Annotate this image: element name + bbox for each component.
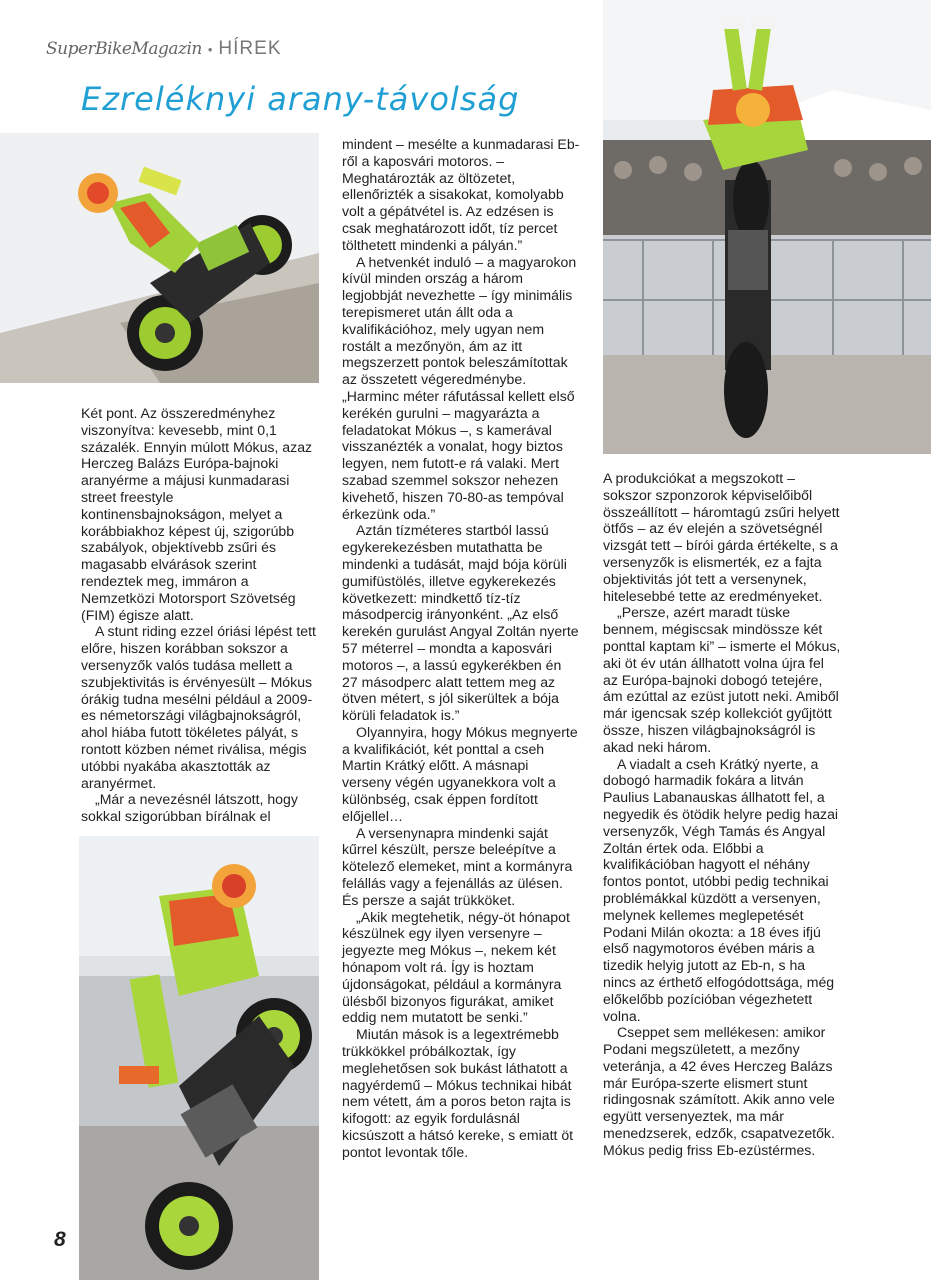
paragraph: A produkciókat a megszokott – sokszor szponzorok képviselőiből összeállított – háromtagú zsűri helyett ötfős – az év elején a szövetségnél vizsgát tett – bírói gárda értékelte, s a versenyzők is elismerték, ez a fajta objektivitás jót tett a versenynek, hitelesebbé tette az eredményeket. [603,470,840,604]
paragraph: A stunt riding ezzel óriási lépést tett előre, hiszen korábban sokszor a versenyzők valós tudása mellett a szubjektivitás is érvényesült – Mókus órákig tudna mesélni például a 2009-es németországi világbajnokságról, ahol hiába futott tökéletes pályát, s rontott közben német riválisa, mégis utóbbi nyakába akasztották az aranyérmet. [81,623,316,791]
paragraph: „Akik megtehetik, négy-öt hónapot készülnek egy ilyen versenyre – jegyezte meg Mókus –, nekem két hónapom volt rá. Így is hoztam újdonságokat, például a kormányra ülésből bizonyos figurákat, amiket eddig nem mutatott be senki.” [342,908,570,1026]
brand-logo: SuperBikeMagazin [46,39,202,59]
magazine-header [46,34,282,64]
paragraph: A versenynapra mindenki saját kűrrel készült, persze beleépítve a kötelező elemeket, mint a kormányra felállás vagy a fejenállás az ülésen. És persze a saját trükköket. [342,824,573,908]
paragraph: „Persze, azért maradt tüske bennem, mégiscsak mindössze két ponttal kaptam ki” – ismerte el Mókus, aki öt év után állhatott volna újra fel az Európa-bajnoki dobogó tetejére, ám ezúttal az ezüst jutott neki. Amiből már igencsak szép kollekciót gyűjtött össze, hiszen világbajnokságról is akad neki három. [603,604,841,755]
paragraph: Miután mások is a legextrémebb trükkökkel próbálkoztak, így meglehetősen sok bukást láthatott a nagyérdemű – Mókus technikai hibát nem vétett, ám a poros beton rajta is kifogott: az egyik fordulásnál kicsúszott a hátsó kereke, s emiatt öt pontot levontak tőle. [342,1026,574,1160]
header-separator: • [207,41,213,57]
paragraph: „Már a nevezésnél látszott, hogy sokkal szigorúbban bírálnak el [81,791,298,825]
paragraph: Mókus pedig friss Eb-ezüstérmes. [603,1141,816,1158]
photo-stunt-wheelie [79,836,319,1280]
article-column-1 [81,405,319,825]
article-column-2 [342,136,580,1161]
paragraph: Két pont. Az összeredményhez viszonyítva: kevesebb, mint 0,1 százalék. Ennyin múlott Mókus, azaz Herczeg Balázs Európa-bajnoki aranyérme a májusi kunmadarasi street freestyle kontinensbajnokságon, melyet a korábbiakhoz képest új, szigorúbb szabályok, objektívebb zsűri és magasabb elvárások szerint rendeztek meg, immáron a Nemzetközi Motorsport Szövetség (FIM) égisze alatt. [81,405,313,623]
paragraph: Cseppet sem mellékesen: amikor Podani megszületett, a mezőny veteránja, a 42 éves Herczeg Balázs már Európa-szerte elismert stunt ridingosnak számított. Akik anno vele együtt versenyeztek, ma már menedzserek, edzők, csapatvezetők. [603,1024,835,1142]
page-number: 8 [54,1228,66,1251]
section-label: HÍREK [218,38,282,59]
paragraph: A hetvenkét induló – a magyarokon kívül minden ország a három legjobbját nevezhette – így minimális terepismeret után állt oda a kvalifikációhoz, mely ugyan nem rostált a mezőnyön, ám az itt megszerzett pontok beleszámítottak az összetett végeredménybe. „Harminc méter ráfutással kellett első kerékén gurulni – magyarázta a feladatokat Mókus –, s kamerával visszanézték a vonalat, hogy biztos legyen, nem futott-e rá valaki. Mert szabad szemmel sokszor nehezen kivehető, hiszen 70-80-as tempóval érkezünk oda.” [342,253,577,522]
photo-stunt-ramp [0,133,319,383]
paragraph: mindent – mesélte a kunmadarasi Eb-ről a kaposvári motoros. – Meghatározták az öltözetet, ellenőrizték a sisakokat, komolyabb volt a gépátvétel is. Az edzésen is csak meghatározott időt, tíz percet tölthetett mindenki a pályán.” [342,136,580,253]
paragraph: Aztán tízméteres startból lassú egykerekezésben mutathatta be mindenki a tudását, majd bója körüli gumifüstölés, illetve egykerekezés következett: mindkettő tíz-tíz másodpercig irányonként. „Az első kerekén gurulást Angyal Zoltán nyerte 57 méterrel – mondta a kaposvári motoros –, a lassú egykerékben én 27 másodperc alatt tettem meg az ötven métert, s jól sikerültek a bója körüli feladatok is.” [342,522,579,724]
article-title: Ezreléknyi arany-távolság [81,80,520,118]
photo-stunt-stand [603,0,931,454]
paragraph: Olyannyira, hogy Mókus megnyerte a kvalifikációt, két ponttal a cseh Martin Krátký előtt. A másnapi verseny végén ugyanekkora volt a különbség, csak éppen fordított előjellel… [342,723,578,824]
article-column-3 [603,470,841,1159]
paragraph: A viadalt a cseh Krátký nyerte, a dobogó harmadik fokára a litván Paulius Labanauskas állhatott fel, a negyedik és ötödik helyre pedig hazai versenyzők, Végh Tamás és Angyal Zoltán értek oda. Előbbi a kvalifikációban hagyott el néhány fontos pontot, utóbbi pedig technikai problémákkal küzdött a versenyen, melynek kellemes meglepetését Podani Milán okozta: a 18 éves ifjú első nagymotoros évében máris a tizedik helyig jutott az Eb-n, s ha nincs az érthető elfogódottsága, még előkelőbb pozícióban végezhetett volna. [603,755,839,1024]
